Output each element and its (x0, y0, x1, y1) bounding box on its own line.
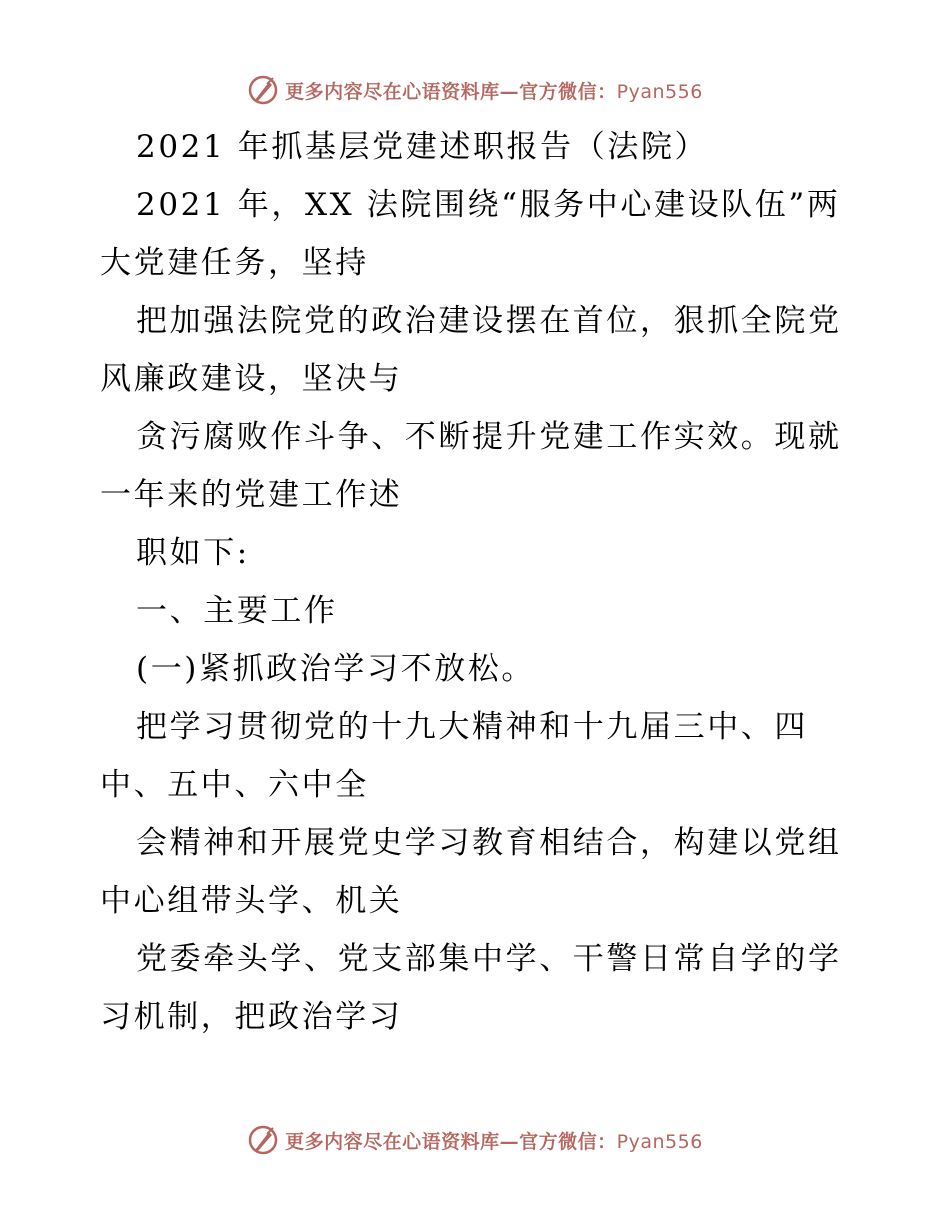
paragraph-line: 大党建任务，坚持 (100, 245, 369, 281)
subsection-heading: (一)紧抓政治学习不放松。 (136, 651, 535, 687)
wechat-id: Pyan556 (616, 80, 703, 103)
watermark-banner-top (0, 70, 950, 110)
paragraph-line: 贪污腐败作斗争、不断提升党建工作实效。现就 (136, 419, 842, 455)
quill-pen-logo-icon (247, 74, 279, 106)
paragraph-line: 中、五中、六中全 (100, 767, 369, 803)
paragraph-line: 2021 年，XX 法院围绕“服务中心建设队伍”两 (136, 187, 841, 223)
wechat-id: Pyan556 (616, 1130, 703, 1153)
paragraph-line: 把加强法院党的政治建设摆在首位，狠抓全院党 (136, 303, 842, 339)
doc-title: 2021 年抓基层党建述职报告（法院） (136, 129, 709, 165)
banner-text: 更多内容尽在心语资料库—官方微信：Pyan556 (285, 80, 703, 103)
paragraph-line: 职如下: (136, 535, 250, 571)
paragraph-line: 中心组带头学、机关 (100, 883, 403, 919)
paragraph-line: 一年来的党建工作述 (100, 477, 403, 513)
document-body (100, 118, 860, 1046)
banner-text: 更多内容尽在心语资料库—官方微信：Pyan556 (285, 1130, 703, 1153)
watermark-banner-bottom (0, 1120, 950, 1160)
paragraph-line: 风廉政建设，坚决与 (100, 361, 403, 397)
quill-pen-logo-icon (247, 1124, 279, 1156)
paragraph-line: 把学习贯彻党的十九大精神和十九届三中、四 (136, 709, 808, 745)
paragraph-line: 习机制，把政治学习 (100, 999, 403, 1035)
paragraph-line: 党委牵头学、党支部集中学、干警日常自学的学 (136, 941, 842, 977)
section-heading: 一、主要工作 (136, 593, 338, 629)
paragraph-line: 会精神和开展党史学习教育相结合，构建以党组 (136, 825, 842, 861)
